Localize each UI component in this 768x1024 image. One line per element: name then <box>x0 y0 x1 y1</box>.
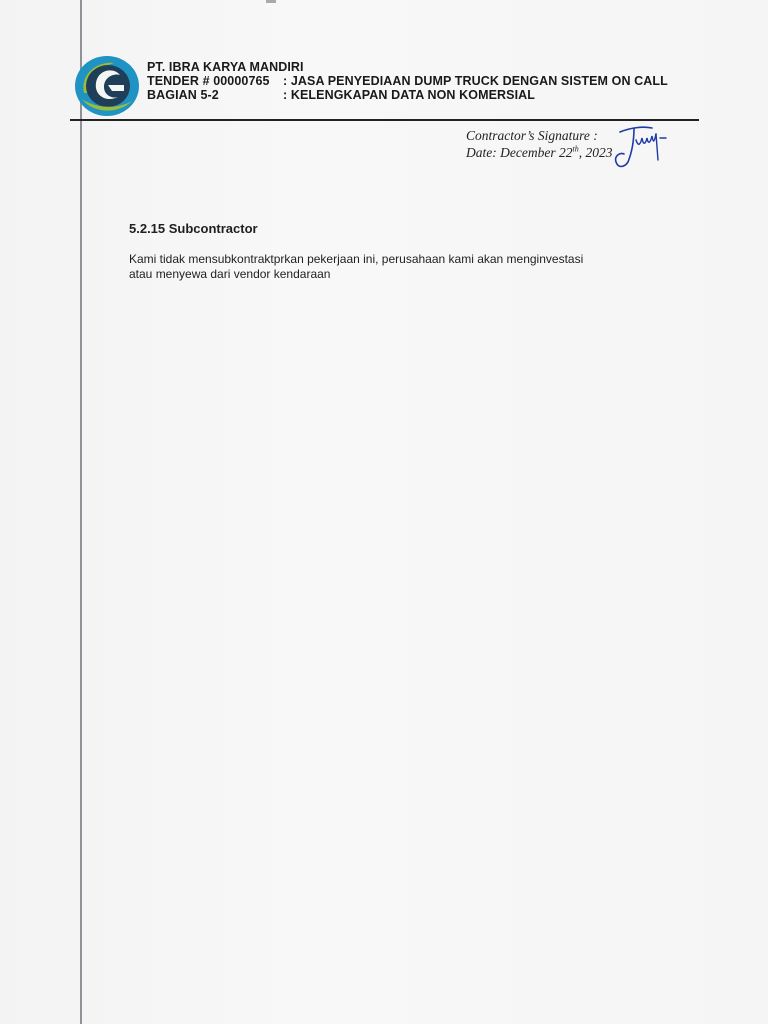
signature-label: Contractor’s Signature : <box>466 128 598 143</box>
body-line-2: atau menyewa dari vendor kendaraan <box>129 267 331 281</box>
section-heading: 5.2.15 Subcontractor <box>129 221 258 236</box>
section-code: BAGIAN 5-2 <box>147 88 219 102</box>
date-ordinal: th <box>572 144 579 154</box>
header-divider <box>70 119 699 121</box>
section-body <box>129 252 689 282</box>
date-prefix: Date: December 22 <box>466 145 573 160</box>
section-name: : KELENGKAPAN DATA NON KOMERSIAL <box>283 88 536 102</box>
scan-margin-line <box>80 0 82 1024</box>
date-year: , 2023 <box>578 145 613 160</box>
body-line-1: Kami tidak mensubkontraktprkan pekerjaan ini, perusahaan kami akan menginvestasi <box>129 252 584 266</box>
signature-date <box>466 145 612 161</box>
handwritten-signature <box>612 122 676 172</box>
tender-number: TENDER # 00000765 <box>147 74 270 88</box>
scan-mark <box>266 0 276 3</box>
company-name: PT. IBRA KARYA MANDIRI <box>147 60 304 74</box>
tender-title: : JASA PENYEDIAAN DUMP TRUCK DENGAN SISTEM ON CALL <box>283 74 668 88</box>
company-logo-icon <box>74 55 140 117</box>
